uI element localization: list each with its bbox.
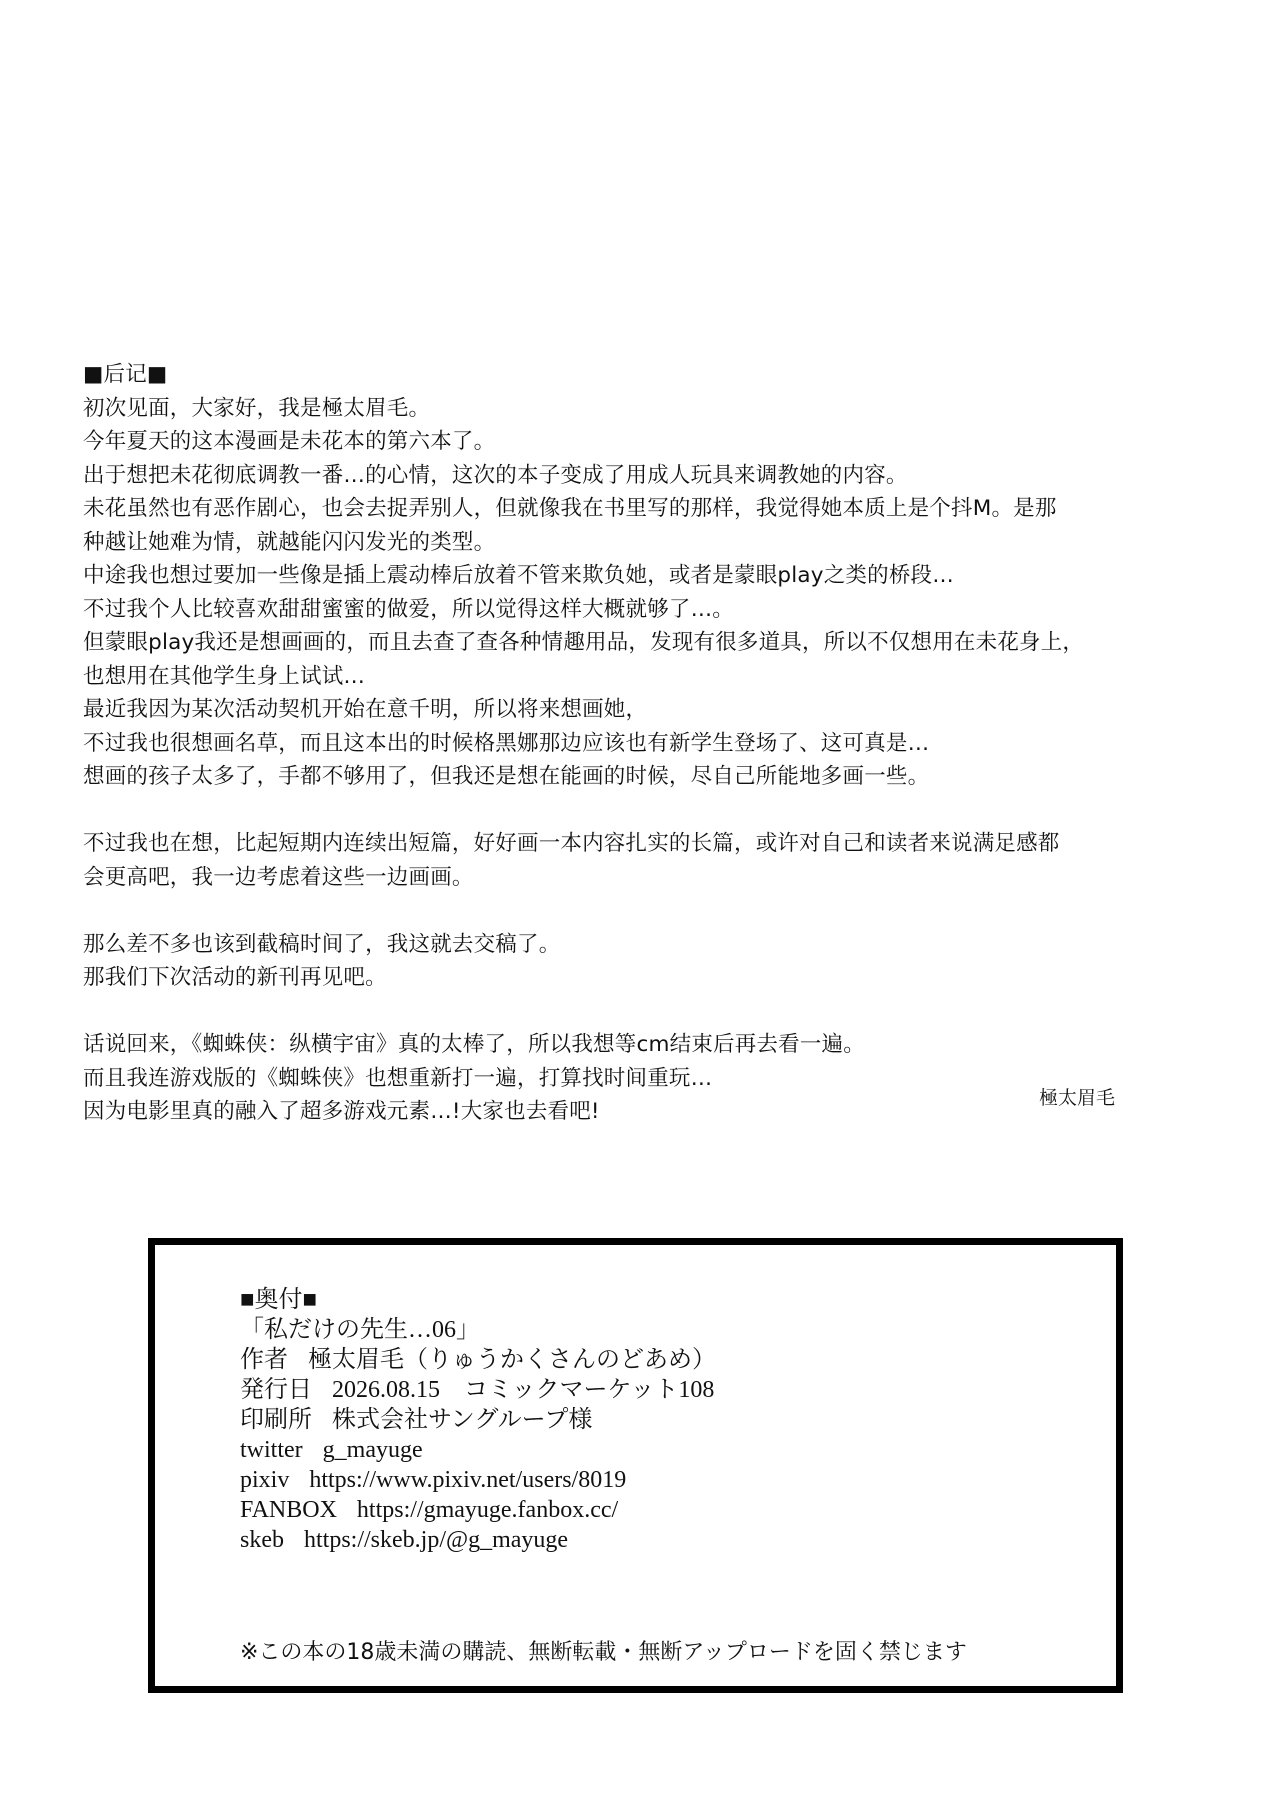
afterword-line: 种越让她难为情，就越能闪闪发光的类型。 — [83, 529, 496, 555]
paragraph-gap — [83, 995, 1233, 1029]
row-value: 2026.08.15 コミックマーケット108 — [332, 1377, 715, 1403]
afterword-line: 最近我因为某次活动契机开始在意千明，所以将来想画她， — [83, 697, 648, 722]
afterword-line: 那么差不多也该到截稿时间了，我这就去交稿了。 — [83, 931, 561, 957]
colophon-text — [240, 1285, 716, 1555]
colophon-heading: ■奥付■ — [240, 1287, 317, 1313]
colophon-row-pixiv — [240, 1465, 716, 1495]
row-value: 極太眉毛（りゅうかくさんのどあめ） — [308, 1347, 716, 1373]
row-label: FANBOX — [240, 1497, 337, 1523]
row-value: g_mayuge — [322, 1437, 423, 1463]
row-value: https://skeb.jp/@g_mayuge — [304, 1527, 569, 1553]
colophon-row-twitter — [240, 1435, 716, 1465]
paragraph-gap — [83, 794, 1233, 828]
afterword-text — [83, 358, 1233, 1129]
afterword-line: 初次见面，大家好，我是極太眉毛。 — [83, 395, 431, 421]
colophon-row-skeb — [240, 1525, 716, 1555]
afterword-line: 而且我连游戏版的《蜘蛛侠》也想重新打一遍，打算找时间重玩… — [83, 1065, 713, 1091]
afterword-line: 想画的孩子太多了，手都不够用了，但我还是想在能画的时候，尽自己所能地多画一些。 — [83, 764, 930, 789]
afterword-line: 中途我也想过要加一些像是插上震动棒后放着不管来欺负她，或者是蒙眼play之类的桥段… — [83, 563, 954, 588]
afterword-line: 不过我个人比较喜欢甜甜蜜蜜的做爱，所以觉得这样大概就够了…。 — [83, 596, 735, 622]
afterword-line: 不过我也在想，比起短期内连续出短篇，好好画一本内容扎实的长篇，或许对自己和读者来说满足感都 — [83, 831, 1060, 856]
row-value: https://gmayuge.fanbox.cc/ — [356, 1497, 619, 1523]
row-value: https://www.pixiv.net/users/8019 — [309, 1467, 627, 1493]
afterword-line: 因为电影里真的融入了超多游戏元素…!大家也去看吧! — [83, 1099, 600, 1124]
colophon-row-printer — [240, 1405, 716, 1435]
afterword-line: 不过我也很想画名草，而且这本出的时候格黑娜那边应该也有新学生登场了、这可真是… — [83, 730, 930, 756]
row-label: 作者 — [240, 1347, 288, 1373]
row-label: twitter — [240, 1437, 303, 1463]
row-label: skeb — [240, 1527, 284, 1553]
book-title: 「私だけの先生…06」 — [240, 1317, 480, 1343]
row-label: 発行日 — [240, 1377, 312, 1403]
author-signature: 極太眉毛 — [1038, 1087, 1115, 1109]
colophon-row-date — [240, 1375, 716, 1405]
colophon-row-author — [240, 1345, 716, 1375]
afterword-line: 未花虽然也有恶作剧心，也会去捉弄别人，但就像我在书里写的那样，我觉得她本质上是个抖M。是那 — [83, 496, 1057, 521]
colophon-box — [148, 1238, 1123, 1693]
age-restriction-notice: ※この本の18歳未満の購読、無断転載・無断アップロードを固く禁じます — [240, 1640, 967, 1665]
afterword-heading: ■后记■ — [83, 362, 168, 387]
afterword-line: 今年夏天的这本漫画是未花本的第六本了。 — [83, 429, 496, 454]
afterword-line: 但蒙眼play我还是想画画的，而且去查了查各种情趣用品，发现有很多道具，所以不仅想用在未花身上， — [83, 630, 1085, 655]
afterword-line: 会更高吧，我一边考虑着这些一边画画。 — [83, 864, 474, 890]
paragraph-gap — [83, 894, 1233, 928]
afterword-line: 也想用在其他学生身上试试… — [83, 663, 366, 689]
colophon-row-fanbox — [240, 1495, 716, 1525]
row-label: pixiv — [240, 1467, 290, 1493]
afterword-line: 那我们下次活动的新刊再见吧。 — [83, 965, 387, 990]
row-value: 株式会社サングループ様 — [332, 1407, 593, 1433]
afterword-line: 话说回来，《蜘蛛侠：纵横宇宙》真的太棒了，所以我想等cm结束后再去看一遍。 — [83, 1032, 865, 1057]
afterword-line: 出于想把未花彻底调教一番…的心情，这次的本子变成了用成人玩具来调教她的内容。 — [83, 462, 908, 488]
row-label: 印刷所 — [240, 1407, 312, 1433]
